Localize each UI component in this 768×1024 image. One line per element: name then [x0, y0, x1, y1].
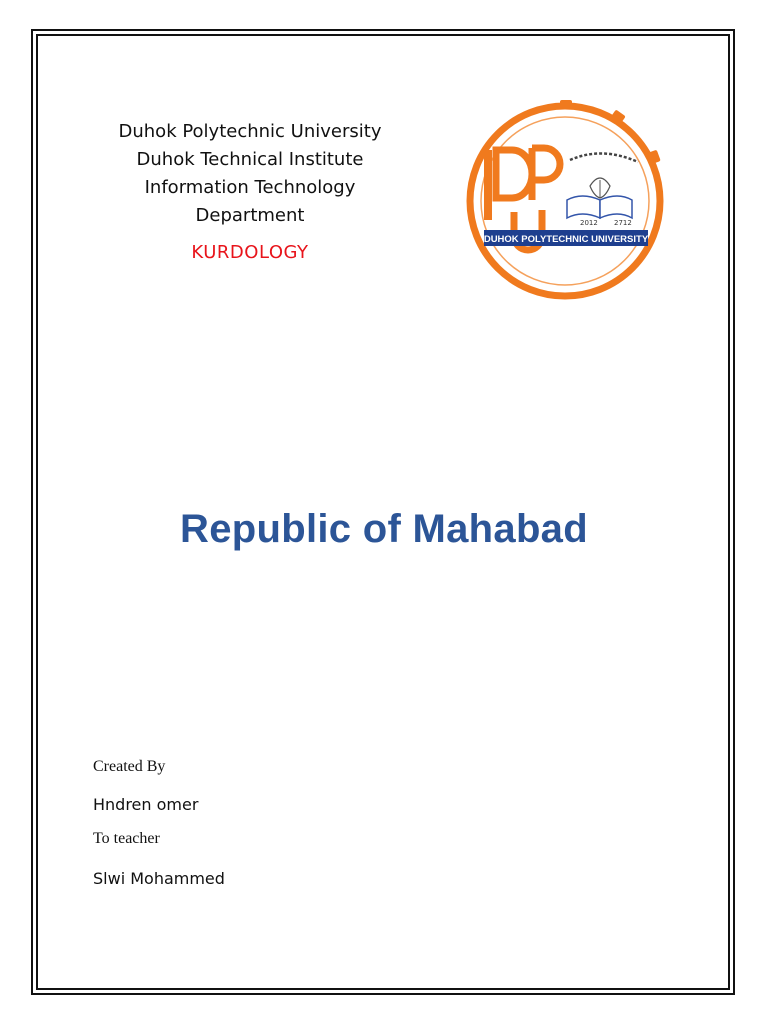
department-line-2: Department — [195, 205, 305, 226]
author-name: Hndren omer — [93, 795, 199, 814]
department-line-1: Information Technology — [144, 177, 356, 198]
teacher-name: Slwi Mohammed — [93, 869, 225, 888]
document-title: Republic of Mahabad — [180, 507, 588, 551]
institute-name: Duhok Technical Institute — [136, 149, 364, 170]
university-logo — [462, 100, 668, 302]
year-right: 2712 — [614, 219, 632, 227]
to-teacher-label: To teacher — [93, 830, 160, 847]
university-name: Duhok Polytechnic University — [118, 121, 382, 142]
course-name: KURDOLOGY — [191, 242, 309, 263]
monogram-bar-icon — [484, 150, 492, 220]
year-left: 2012 — [580, 219, 598, 227]
logo-banner-text: DUHOK POLYTECHNIC UNIVERSITY — [483, 234, 649, 245]
institution-header — [80, 118, 420, 230]
created-by-label: Created By — [93, 758, 166, 775]
